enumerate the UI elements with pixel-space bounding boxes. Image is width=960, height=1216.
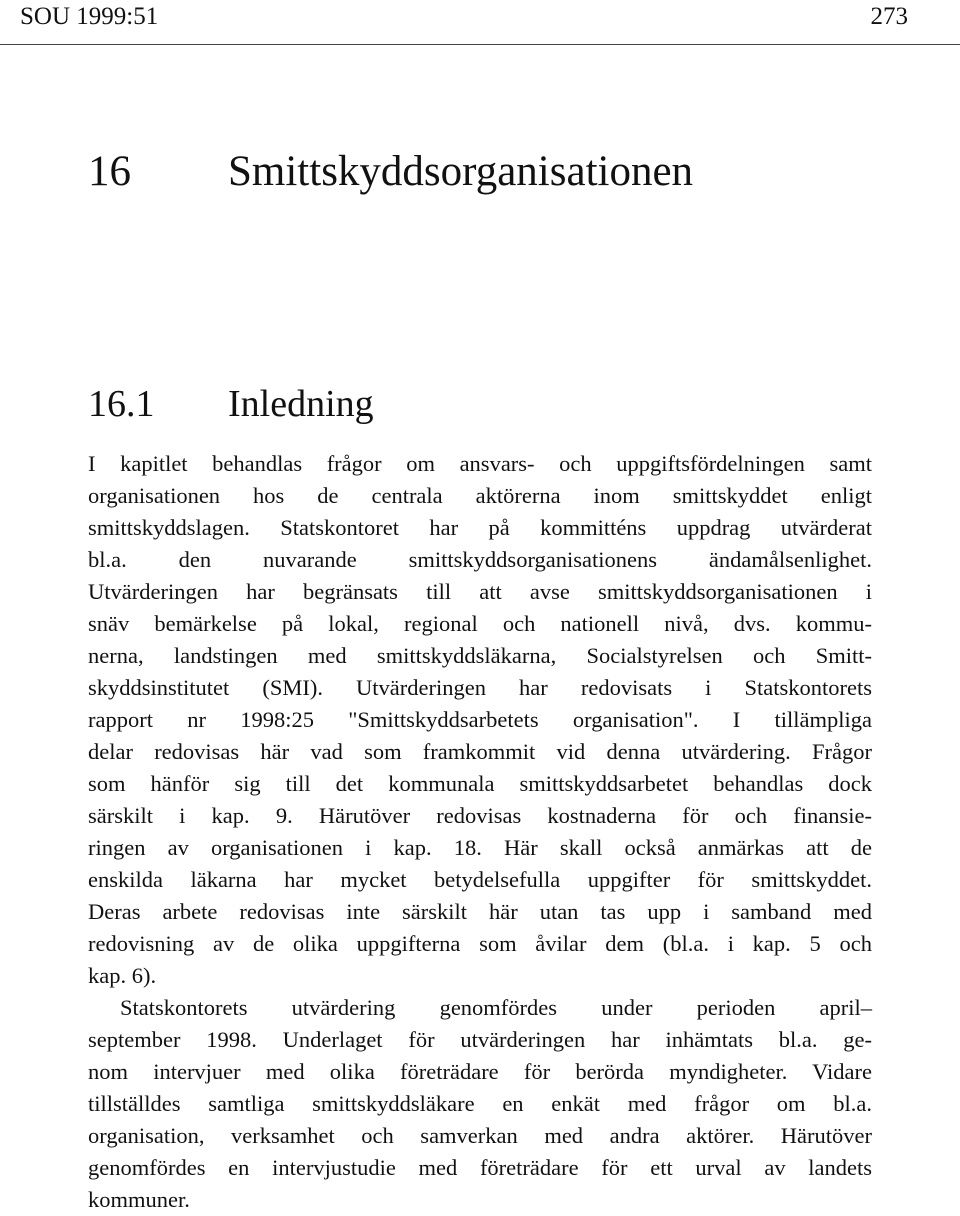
text-line: nerna, landstingen med smittskyddsläkarna, Socialstyrelsen och Smitt- bbox=[88, 643, 872, 668]
report-reference: SOU 1999:51 bbox=[20, 3, 159, 30]
text-line: smittskyddslagen. Statskontoret har på kommitténs uppdrag utvärderat bbox=[88, 515, 872, 540]
text-line: skyddsinstitutet (SMI). Utvärderingen har redovisats i Statskontorets bbox=[88, 675, 872, 700]
text-line: Deras arbete redovisas inte särskilt här utan tas upp i samband med bbox=[88, 899, 872, 924]
body-text bbox=[88, 448, 872, 1216]
text-line: rapport nr 1998:25 "Smittskyddsarbetets organisation". I tillämpliga bbox=[88, 707, 872, 732]
section-title: Inledning bbox=[228, 383, 374, 425]
text-line: genomfördes en intervjustudie med företrädare för ett urval av landets bbox=[88, 1155, 872, 1180]
chapter-heading bbox=[88, 144, 693, 200]
text-line: I kapitlet behandlas frågor om ansvars- och uppgiftsfördelningen samt bbox=[88, 451, 872, 476]
text-line: som hänför sig till det kommunala smittskyddsarbetet behandlas dock bbox=[88, 771, 872, 796]
text-line: Utvärderingen har begränsats till att avse smittskyddsorganisationen i bbox=[88, 579, 872, 604]
text-line: kap. 6). bbox=[88, 963, 157, 988]
section-heading bbox=[88, 378, 374, 430]
text-line: september 1998. Underlaget för utvärderingen har inhämtats bl.a. ge- bbox=[88, 1027, 872, 1052]
text-line: nom intervjuer med olika företrädare för berörda myndigheter. Vidare bbox=[88, 1059, 872, 1084]
text-line: enskilda läkarna har mycket betydelsefulla uppgifter för smittskyddet. bbox=[88, 867, 872, 892]
text-line: bl.a. den nuvarande smittskyddsorganisationens ändamålsenlighet. bbox=[88, 547, 872, 572]
text-line: Statskontorets utvärdering genomfördes under perioden april– bbox=[120, 995, 872, 1020]
running-header bbox=[0, 0, 960, 45]
text-line: särskilt i kap. 9. Härutöver redovisas kostnaderna för och finansie- bbox=[88, 803, 872, 828]
paragraph bbox=[88, 992, 872, 1216]
text-line: ringen av organisationen i kap. 18. Här skall också anmärkas att de bbox=[88, 835, 872, 860]
text-line: tillställdes samtliga smittskyddsläkare en enkät med frågor om bl.a. bbox=[88, 1091, 872, 1116]
text-line: organisation, verksamhet och samverkan med andra aktörer. Härutöver bbox=[88, 1123, 872, 1148]
text-line: snäv bemärkelse på lokal, regional och nationell nivå, dvs. kommu- bbox=[88, 611, 872, 636]
chapter-title: Smittskyddsorganisationen bbox=[228, 148, 694, 195]
paragraph bbox=[88, 448, 872, 992]
page-number: 273 bbox=[870, 3, 908, 30]
text-line: redovisning av de olika uppgifterna som åvilar dem (bl.a. i kap. 5 och bbox=[88, 931, 872, 956]
section-number: 16.1 bbox=[88, 383, 155, 425]
text-line: kommuner. bbox=[88, 1187, 190, 1212]
text-line: delar redovisas här vad som framkommit vid denna utvärdering. Frågor bbox=[88, 739, 872, 764]
text-line: organisationen hos de centrala aktörerna inom smittskyddet enligt bbox=[88, 483, 872, 508]
chapter-number: 16 bbox=[88, 148, 131, 195]
